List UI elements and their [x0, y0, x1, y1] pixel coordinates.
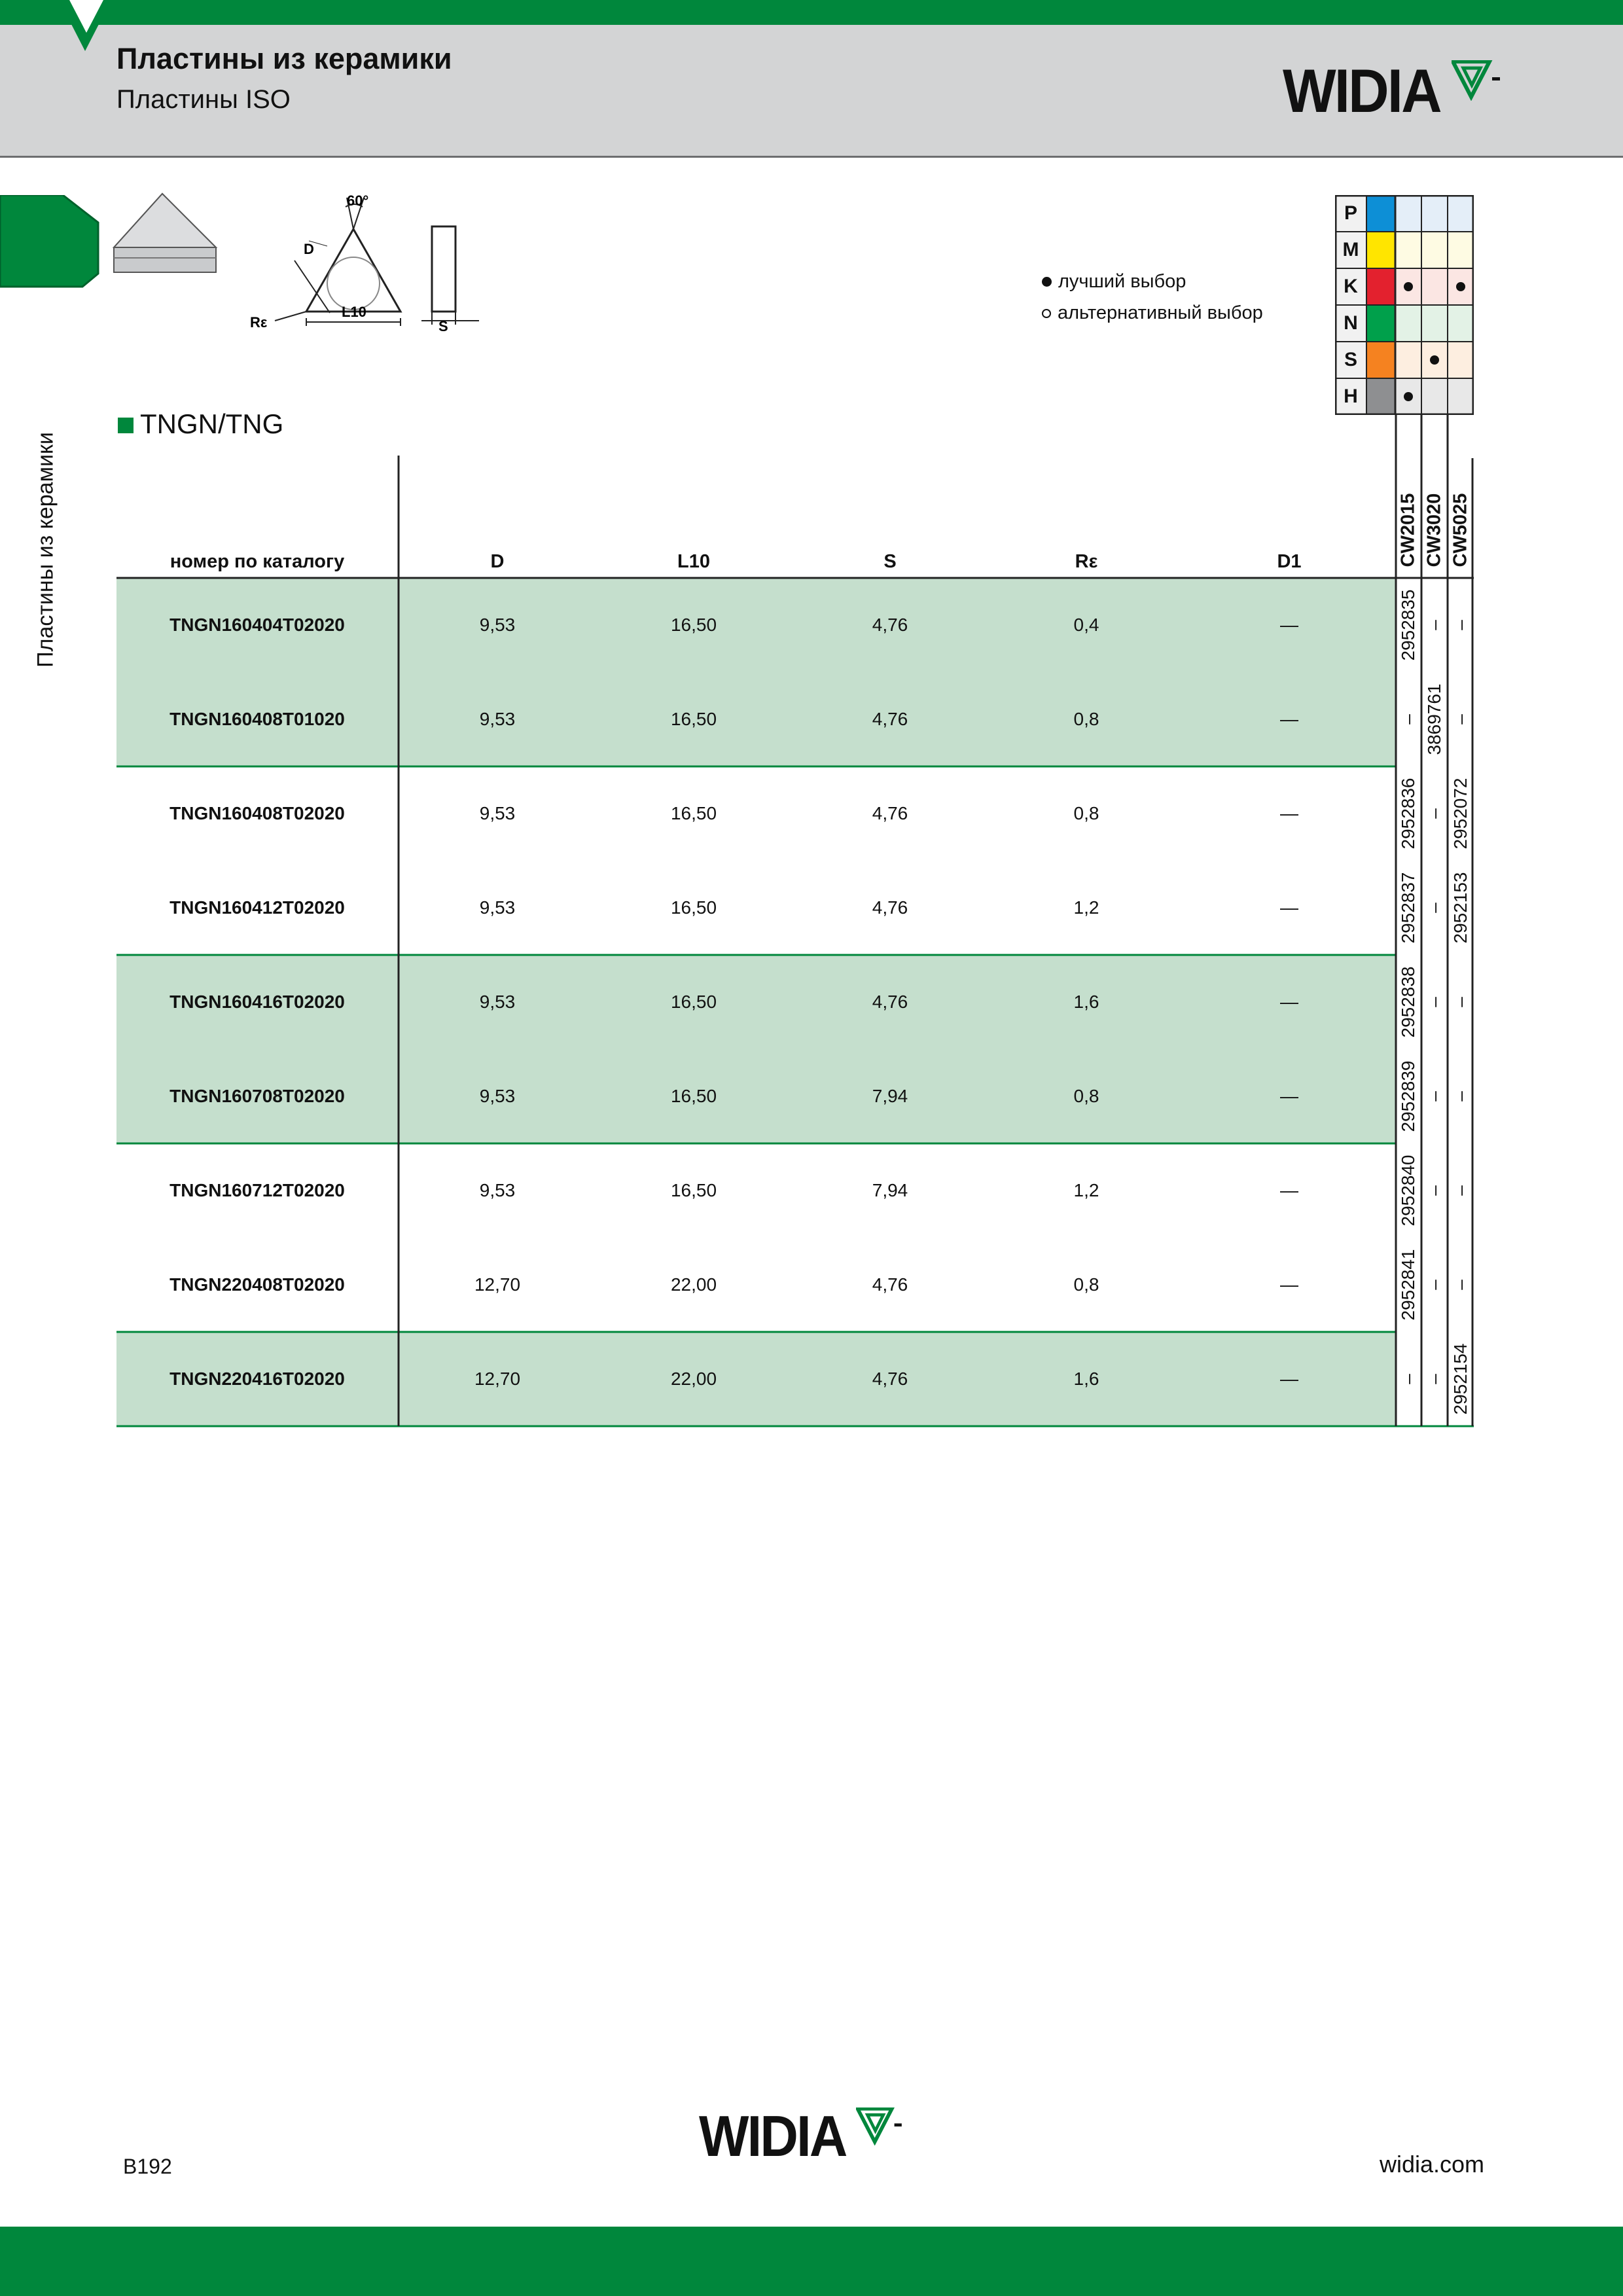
table-cell-l10: 22,00: [670, 1274, 717, 1295]
order-code: 2952840: [1398, 1155, 1418, 1227]
widia-mark-icon: [1452, 60, 1504, 101]
table-cell-l10: 16,50: [670, 709, 717, 729]
table-cell-d: 9,53: [479, 803, 516, 823]
order-code: 2952154: [1450, 1343, 1471, 1415]
order-code: –: [1424, 808, 1444, 819]
table-cell-re: 0,8: [1073, 803, 1099, 823]
order-code: –: [1424, 1091, 1444, 1102]
order-code: –: [1450, 620, 1471, 630]
table-cell-d: 9,53: [479, 1180, 516, 1200]
table-cell-s: 4,76: [872, 803, 908, 823]
grade-header: CW5025: [1450, 493, 1471, 567]
table-cell-d: 9,53: [479, 615, 516, 635]
table-cell-d1: —: [1280, 1274, 1298, 1295]
order-code: 2952839: [1398, 1060, 1418, 1132]
footer-widia-logo: [699, 2104, 906, 2168]
order-code: –: [1424, 1280, 1444, 1290]
bottom-accent-bar: [0, 2227, 1623, 2296]
table-cell-re: 0,8: [1073, 709, 1099, 729]
table-cell-l10: 16,50: [670, 1180, 717, 1200]
top-accent-bar: [0, 0, 1623, 25]
header-d: D: [490, 551, 505, 572]
order-code: 2952072: [1450, 778, 1471, 850]
table-cell-s: 4,76: [872, 709, 908, 729]
order-code: 2952837: [1398, 872, 1418, 944]
material-letter: S: [1335, 342, 1366, 378]
table-cell-catalog: TNGN220416T02020: [169, 1369, 345, 1389]
order-code: –: [1424, 620, 1444, 630]
page-title: Пластины из керамики: [116, 42, 452, 75]
hollow-dot-icon: [1042, 309, 1051, 318]
order-code: –: [1450, 1091, 1471, 1102]
table-cell-s: 7,94: [872, 1086, 908, 1106]
table-cell-l10: 16,50: [670, 897, 717, 918]
table-cell-d1: —: [1280, 1086, 1298, 1106]
website-link[interactable]: widia.com: [1380, 2151, 1485, 2178]
legend-best-text: лучший выбор: [1058, 271, 1186, 292]
table-cell-catalog: TNGN160412T02020: [169, 897, 345, 918]
material-letter: H: [1335, 378, 1366, 415]
header-l10: L10: [677, 551, 710, 572]
table-cell-l10: 16,50: [670, 615, 717, 635]
table-cell-catalog: TNGN160708T02020: [169, 1086, 345, 1106]
order-code: 2952836: [1398, 778, 1418, 850]
widia-logo: [1283, 56, 1504, 125]
order-code: 3869761: [1424, 683, 1444, 755]
order-code: –: [1450, 714, 1471, 725]
table-cell-d: 9,53: [479, 709, 516, 729]
table-cell-d1: —: [1280, 803, 1298, 823]
section-marker-icon: [118, 418, 134, 433]
header-s: S: [883, 551, 897, 572]
table-cell-re: 0,8: [1073, 1086, 1099, 1106]
order-code: –: [1450, 1185, 1471, 1196]
angle-label: 60°: [347, 192, 369, 209]
order-code: 2952838: [1398, 966, 1418, 1038]
table-cell-d: 12,70: [474, 1369, 521, 1389]
section-title: TNGN/TNG: [140, 408, 284, 439]
table-cell-s: 4,76: [872, 1274, 908, 1295]
header-catalog: номер по каталогу: [169, 551, 345, 572]
l10-label: L10: [342, 304, 366, 320]
order-code: –: [1450, 1280, 1471, 1290]
table-cell-d1: —: [1280, 1180, 1298, 1200]
material-letter: P: [1335, 195, 1366, 232]
table-cell-re: 1,2: [1073, 897, 1099, 918]
table-cell-re: 0,8: [1073, 1274, 1099, 1295]
material-letter: K: [1335, 268, 1366, 305]
order-code: 2952153: [1450, 872, 1471, 944]
legend-alternative-choice: [1042, 302, 1263, 324]
table-cell-re: 1,6: [1073, 992, 1099, 1012]
table-cell-s: 4,76: [872, 992, 908, 1012]
table-cell-d: 9,53: [479, 992, 516, 1012]
order-code: –: [1424, 997, 1444, 1007]
order-code: –: [1424, 1374, 1444, 1384]
page-subtitle: Пластины ISO: [116, 85, 291, 114]
header-re: Rε: [1075, 551, 1098, 572]
re-label: Rε: [250, 314, 268, 331]
order-code: –: [1424, 1185, 1444, 1196]
side-section-label: Пластины из керамики: [33, 432, 58, 668]
side-tab: [0, 195, 99, 288]
order-code: –: [1398, 714, 1418, 725]
material-grid-lines: [1335, 195, 1474, 415]
legend-best-choice: [1042, 271, 1186, 293]
insert-3d-drawing: [113, 191, 230, 284]
table-cell-re: 1,6: [1073, 1369, 1099, 1389]
table-cell-s: 7,94: [872, 1180, 908, 1200]
grade-header: CW2015: [1397, 493, 1419, 567]
order-code: 2952835: [1398, 589, 1418, 661]
header-d1: D1: [1277, 551, 1302, 572]
material-letter: M: [1335, 232, 1366, 268]
d-label: D: [304, 241, 314, 257]
table-cell-catalog: TNGN160416T02020: [169, 992, 345, 1012]
order-code: –: [1398, 1374, 1418, 1384]
table-cell-catalog: TNGN160408T01020: [169, 709, 345, 729]
table-cell-d1: —: [1280, 897, 1298, 918]
corner-triangle-icon: [46, 0, 124, 52]
table-cell-d1: —: [1280, 709, 1298, 729]
s-label: S: [438, 318, 448, 334]
widia-mark-icon: [856, 2108, 906, 2145]
insert-side-view-drawing: [419, 223, 491, 334]
row-band: [116, 578, 1396, 766]
table-cell-s: 4,76: [872, 1369, 908, 1389]
table-cell-d: 9,53: [479, 897, 516, 918]
logo-text: WIDIA: [1283, 56, 1440, 125]
table-cell-d: 9,53: [479, 1086, 516, 1106]
table-cell-re: 1,2: [1073, 1180, 1099, 1200]
footer-logo-text: WIDIA: [699, 2104, 846, 2168]
table-cell-d1: —: [1280, 615, 1298, 635]
material-letter: N: [1335, 305, 1366, 342]
row-band: [116, 955, 1396, 1143]
order-code: –: [1424, 903, 1444, 913]
table-cell-d1: —: [1280, 1369, 1298, 1389]
table-cell-d: 12,70: [474, 1274, 521, 1295]
table-cell-s: 4,76: [872, 897, 908, 918]
table-cell-catalog: TNGN220408T02020: [169, 1274, 345, 1295]
table-cell-catalog: TNGN160712T02020: [169, 1180, 345, 1200]
table-cell-l10: 16,50: [670, 1086, 717, 1106]
table-cell-d1: —: [1280, 992, 1298, 1012]
table-cell-catalog: TNGN160408T02020: [169, 803, 345, 823]
table-cell-catalog: TNGN160404T02020: [169, 615, 345, 635]
order-code: 2952841: [1398, 1249, 1418, 1321]
order-code: –: [1450, 997, 1471, 1007]
filled-dot-icon: [1042, 277, 1052, 287]
table-cell-l10: 16,50: [670, 803, 717, 823]
page-number: B192: [123, 2155, 172, 2178]
grade-header: CW3020: [1423, 493, 1445, 567]
table-cell-s: 4,76: [872, 615, 908, 635]
table-cell-l10: 22,00: [670, 1369, 717, 1389]
legend-alt-text: альтернативный выбор: [1058, 302, 1263, 323]
table-cell-re: 0,4: [1073, 615, 1099, 635]
table-cell-l10: 16,50: [670, 992, 717, 1012]
